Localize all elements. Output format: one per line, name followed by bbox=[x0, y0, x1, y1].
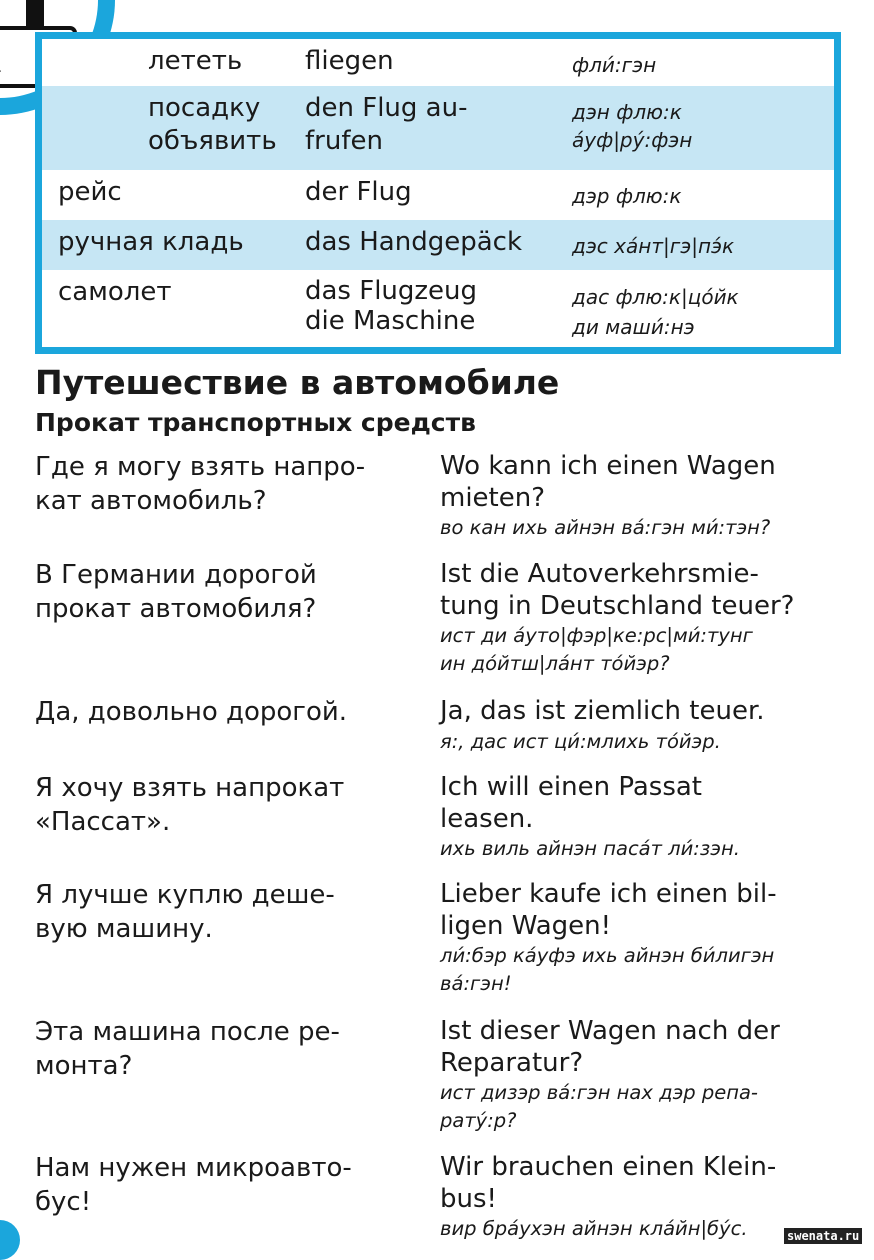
vocab-russian: самолет bbox=[58, 277, 172, 307]
vocab-russian: ручная кладь bbox=[58, 227, 244, 257]
vocab-row bbox=[42, 86, 834, 170]
vocab-row bbox=[42, 170, 834, 220]
phrase-russian: Нам нужен микроавто- бус! bbox=[35, 1153, 352, 1217]
vocab-russian: рейс bbox=[58, 177, 122, 207]
phrase-transcription: ихь виль айнэн паса́т ли́:зэн. bbox=[440, 837, 740, 860]
section-title: Путешествие в автомобиле bbox=[35, 363, 560, 402]
phrase-russian: Да, довольно дорогой. bbox=[35, 697, 348, 727]
phrase-german: Ist dieser Wagen nach der Reparatur? bbox=[440, 1016, 780, 1078]
vocab-row bbox=[42, 270, 834, 347]
vocab-russian: посадку объявить bbox=[148, 93, 277, 156]
vocab-transcription: дэр флю:к bbox=[572, 184, 682, 208]
phrase-transcription: во кан ихь айнэн ва́:гэн ми́:тэн? bbox=[440, 516, 771, 539]
vocab-german: das Flugzeug die Maschine bbox=[305, 276, 478, 336]
vocab-german: das Handgepäck bbox=[305, 227, 523, 257]
phrase-russian: Я лучше куплю деше- вую машину. bbox=[35, 880, 335, 944]
phrase-german: Lieber kaufe ich einen bil- ligen Wagen! bbox=[440, 879, 777, 941]
phrase-transcription: вир бра́ухэн айнэн кла́йн|бу́с. bbox=[440, 1217, 748, 1240]
vocab-row bbox=[42, 39, 834, 86]
phrase-german: Wo kann ich einen Wagen mieten? bbox=[440, 451, 776, 513]
corner-decoration bbox=[0, 1220, 20, 1260]
phrase-russian: Где я могу взять напро- кат автомобиль? bbox=[35, 452, 366, 516]
phrase-german: Wir brauchen einen Klein- bus! bbox=[440, 1152, 777, 1214]
phrase-transcription: ист ди а́уто|фэр|ке:рс|ми́:тунг ин до́йтш|ла́нт то́йэр? bbox=[440, 624, 753, 675]
vocab-german: fliegen bbox=[305, 46, 394, 76]
vocab-transcription: дэн флю:к а́уф|ру́:фэн bbox=[572, 100, 693, 152]
watermark: swenata.ru bbox=[784, 1228, 862, 1244]
vocab-row bbox=[42, 220, 834, 270]
phrase-russian: Я хочу взять напрокат «Пассат». bbox=[35, 773, 345, 837]
phrase-russian: В Германии дорогой прокат автомобиля? bbox=[35, 560, 317, 624]
phrase-transcription: я:, дас ист ци́:млихь то́йэр. bbox=[440, 730, 721, 753]
phrase-transcription: ли́:бэр ка́уфэ ихь айнэн би́лигэн ва́:гэн! bbox=[440, 944, 775, 995]
vocab-russian: лететь bbox=[148, 46, 243, 76]
phrase-german: Ja, das ist ziemlich teuer. bbox=[440, 696, 765, 726]
vocabulary-table bbox=[35, 32, 841, 354]
vocab-transcription: фли́:гэн bbox=[572, 53, 657, 77]
vocab-german: der Flug bbox=[305, 177, 412, 207]
vocab-transcription: дэс ха́нт|гэ|пэ́к bbox=[572, 234, 735, 258]
section-subtitle: Прокат транспортных средств bbox=[35, 408, 476, 437]
vocab-transcription: дас флю:к|цо́йк ди маши́:нэ bbox=[572, 285, 739, 339]
vocab-german: den Flug au- frufen bbox=[305, 93, 468, 156]
phrase-russian: Эта машина после ре- монта? bbox=[35, 1017, 340, 1081]
phrase-transcription: ист дизэр ва́:гэн нах дэр репа- рату́:р? bbox=[440, 1081, 758, 1132]
phrase-german: Ist die Autoverkehrsmie- tung in Deutschland teuer? bbox=[440, 559, 795, 621]
phrase-german: Ich will einen Passat leasen. bbox=[440, 772, 703, 834]
